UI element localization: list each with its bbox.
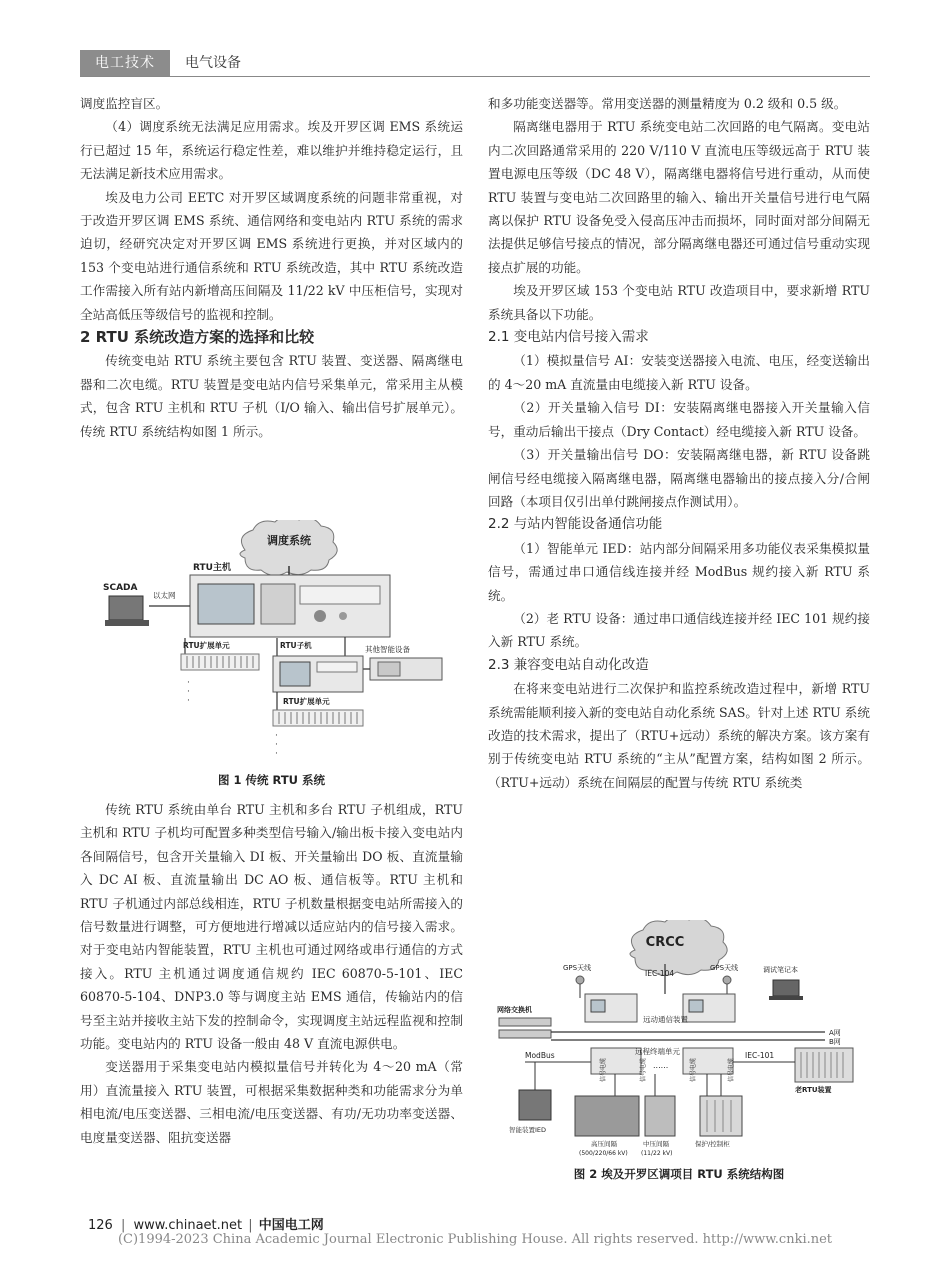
subsection-heading: 2.3 兼容变电站自动化改造 [488,656,649,673]
hv-kv-label: (500/220/66 kV) [579,1150,628,1157]
gps2-label: GPS天线 [710,964,739,972]
iec104-label: IEC-104 [645,969,675,978]
svg-text:·: · [275,731,278,741]
mv-kv-label: (11/22 kV) [641,1150,673,1157]
iec101-label: IEC-101 [745,1051,775,1060]
mv-label: 中压间隔 [643,1140,669,1148]
paragraph: 传统变电站 RTU 系统主要包含 RTU 装置、变送器、隔离继电器和二次电缆。RTU 装置是变电站内信号采集单元，常采用主从模式，包含 RTU 主机和 RTU 子机（I/O 输入、输出信号扩展单元）。传统 RTU 系统结构如图 1 所示。 [80,353,463,439]
sig-label-3: 信号电缆 [690,1057,697,1082]
section-title: 电气设备 [185,55,241,71]
switch-b [499,1030,551,1038]
other-ied-label: 其他智能设备 [365,645,410,654]
svg-text:·: · [275,749,278,759]
switch-label: 网络交换机 [497,1006,532,1014]
paragraph: （3）开关量输出信号 DO：安装隔离继电器，新 RTU 设备跳闸信号经电缆接入隔离继电器，隔离继电器输出的接点接入分/合闸回路（本项目仅引出单付跳闸接点作测试用）。 [488,447,870,509]
remote-unit-dots: ...... [653,1061,669,1070]
sig-label-4: 信号电缆 [728,1057,735,1082]
traditional-rtu-diagram [95,520,455,770]
mv-bay-icon [645,1096,675,1136]
rtu-slave-label: RTU子机 [280,641,312,650]
gps1-icon [576,976,584,984]
page-number: 126 [88,1218,113,1233]
paragraph: （1）智能单元 IED：站内部分间隔采用多功能仪表采集模拟量信号，需通过串口通信线连接并经 ModBus 规约接入新 RTU 系统。 [488,540,870,603]
rtu-ext1-label: RTU扩展单元 [183,641,230,650]
svg-text:·: · [187,687,190,697]
paragraph: 传统 RTU 系统由单台 RTU 主机和多台 RTU 子机组成，RTU 主机和 RTU 子机均可配置多种类型信号输入/输出板卡接入变电站内各间隔信号，包含开关量输入 DI 板、开关量输出 DO 板、直流量输入 DC AI 板、直流量输出 DC AO 板、通信板等。RTU 主机和 RTU 子机通过内部总线相连，RTU 子机数量根据变电站所需接入的信号数量进行调整，可方便地进行增减以适应站内的信号接入需求。对于变电站内智能装置，RTU 主机也可通过网络或串行通信的方式接入。RTU 主机通过调度通信规约 IEC 60870-5-101、IEC 60870-5-104、DNP3.0 等与调度主站 EMS 通信，传输站内的信号至主站并接收主站下发的控制命令，实现调度主站远程监视和控制功能。变电站内的 RTU 设备一般由 48 V 直流电源供电。 [80,802,463,1052]
svg-text:·: · [187,678,190,688]
protection-cabinet-icon [700,1096,742,1136]
left-column-lower [80,798,463,1149]
modbus-label: ModBus [525,1051,555,1060]
net-a-label: A网 [829,1029,841,1037]
remote-unit-label: 远程终端单元 [635,1047,680,1056]
paragraph: 变送器用于采集变电站内模拟量信号并转化为 4～20 mA（常用）直流量接入 RTU 装置，可根据采集数据种类和功能需求分为单相电流/电压变送器、三相电流/电压变送器、有功/无功功率变送器、电度量变送器、阻抗变送器 [80,1059,463,1145]
figure-2 [495,920,865,1160]
paragraph: 和多功能变送器等。常用变送器的测量精度为 0.2 级和 0.5 级。 [488,96,847,111]
laptop-icon [773,980,799,996]
protection-label: 保护/控制柜 [695,1140,730,1148]
old-rtu-box [795,1048,853,1082]
ethernet-label: 以太网 [153,591,176,600]
paragraph: 埃及电力公司 EETC 对开罗区域调度系统的问题非常重视，对于改造开罗区调 EMS 系统、通信网络和变电站内 RTU 系统的需求迫切，经研究决定对开罗区调 EMS 系统进行更换，并对区域内的 153 个变电站进行通信系统和 RTU 系统改造，其中 RTU 系统改造工作需接入所有站内新增高压间隔及 11/22 kV 中压柜信号，实现对全站高低压等级信号的监视和控制。 [80,189,463,322]
ied-icon [519,1090,551,1120]
rtu-ext2-box [273,710,363,726]
paragraph: 隔离继电器用于 RTU 系统变电站二次回路的电气隔离。变电站内二次回路通常采用的 220 V/110 V 直流电压等级远高于 RTU 装置电源电压等级（DC 48 V），隔离继电器将信号进行重动，从而使 RTU 装置与变电站二次回路里的输入、输出开关量信号进行电气隔离以保护 RTU 设备免受入侵高压冲击而损坏，同时面对部分间隔无法提供足够信号接点的情况，部分隔离继电器还可通过信号重动实现接点扩展的功能。 [488,119,870,275]
scada-label: SCADA [103,583,138,593]
paragraph: （2）开关量输入信号 DI：安装隔离继电器接入开关量输入信号，重动后输出干接点（Dry Contact）经电缆接入新 RTU 设备。 [488,400,870,439]
figure-1 [95,520,455,770]
paragraph: （2）老 RTU 设备：通过串口通信线连接并经 IEC 101 规约接入新 RTU 系统。 [488,610,870,650]
hv-bay-icon [575,1096,639,1136]
paragraph: （1）模拟量信号 AI：安装变送器接入电流、电压，经变送输出的 4～20 mA 直流量由电缆接入新 RTU 设备。 [488,353,870,392]
right-column [488,92,870,794]
figure-2-caption: 图 2 埃及开罗区调项目 RTU 系统结构图 [573,1167,785,1181]
crcc-label: CRCC [645,935,685,950]
page-footer: 126 | www.chinaet.net | 中国电工网 [88,1218,324,1233]
laptop-label: 调试笔记本 [763,966,798,974]
cloud-label: 调度系统 [267,534,311,547]
header-rule [80,76,870,77]
sig-label-1: 信号电缆 [600,1057,607,1082]
subsection-heading: 2.2 与站内智能设备通信功能 [488,516,663,533]
section-heading: 2 RTU 系统改造方案的选择和比较 [80,328,315,347]
figure-1-caption: 图 1 传统 RTU 系统 [217,773,326,787]
gps1-label: GPS天线 [563,964,592,972]
cairo-rtu-structure-diagram [495,920,865,1160]
svg-text:·: · [275,740,278,750]
ied-label: 智能装置IED [509,1126,547,1134]
sig-label-2: 信号电缆 [640,1057,647,1082]
svg-text:·: · [187,696,190,706]
old-rtu-label: 老RTU装置 [795,1086,832,1094]
rtu-ext2-label: RTU扩展单元 [283,697,330,706]
footer-url[interactable]: www.chinaet.net [133,1218,243,1233]
paragraph: 调度监控盲区。 [80,96,169,111]
footer-journal: 中国电工网 [258,1218,324,1233]
switch-a [499,1018,551,1026]
paragraph: 埃及开罗区域 153 个变电站 RTU 改造项目中，要求新增 RTU 系统具备以下功能。 [488,283,870,322]
left-column [80,92,463,443]
gps2-icon [723,976,731,984]
net-b-label: B网 [829,1038,841,1046]
telecontrol-label: 远动通信装置 [643,1015,688,1024]
paragraph: 在将来变电站进行二次保护和监控系统改造过程中，新增 RTU 系统需能顺利接入新的变电站自动化系统 SAS。针对上述 RTU 系统改造的技术需求，提出了（RTU+远动）系统的解决方案。该方案有别于传统变电站 RTU 系统的“主从”配置方案，结构如图 2 所示。（RTU+远动）系统在间隔层的配置与传统 RTU 系统类 [488,681,870,790]
hv-label: 高压间隔 [591,1140,617,1148]
scada-computer-icon [109,596,143,620]
subsection-heading: 2.1 变电站内信号接入需求 [488,329,649,346]
paragraph: （4）调度系统无法满足应用需求。埃及开罗区调 EMS 系统运行已超过 15 年，系统运行稳定性差，难以维护并维持稳定运行，且无法满足新技术应用需求。 [80,119,463,182]
rtu-host-label: RTU主机 [193,563,231,573]
journal-section-tag: 电工技术 [80,50,170,76]
copyright-notice: (C)1994-2023 China Academic Journal Electronic Publishing House. All rights reserved. http://www.cnki.net [117,1232,833,1247]
remote-unit-a [591,1048,641,1074]
